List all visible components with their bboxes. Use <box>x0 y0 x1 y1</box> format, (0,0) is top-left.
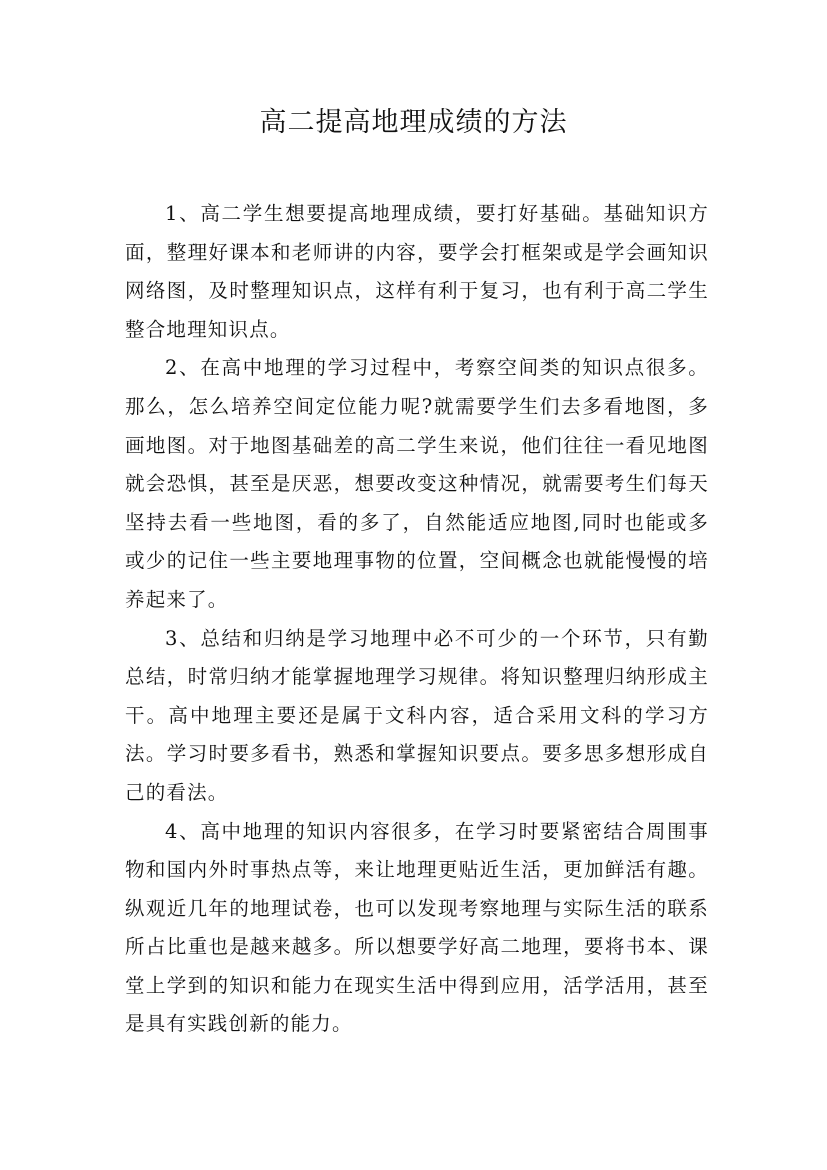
paragraph-3: 3、总结和归纳是学习地理中必不可少的一个环节，只有勤总结，时常归纳才能掌握地理学习规律。将知识整理归纳形成主干。高中地理主要还是属于文科内容，适合采用文科的学习方法。学习时要多看书，熟悉和掌握知识要点。要多思多想形成自己的看法。 <box>125 626 709 804</box>
paragraph-1: 1、高二学生想要提高地理成绩，要打好基础。基础知识方面，整理好课本和老师讲的内容，要学会打框架或是学会画知识网络图，及时整理知识点，这样有利于复习，也有利于高二学生整合地理知识点。 <box>125 202 709 341</box>
document-title: 高二提高地理成绩的方法 <box>259 107 568 138</box>
paragraph-2: 2、在高中地理的学习过程中，考察空间类的知识点很多。那么，怎么培养空间定位能力呢?就需要学生们去多看地图，多画地图。对于地图基础差的高二学生来说，他们往往一看见地图就会恐惧，甚至是厌恶，想要改变这种情况，就需要考生们每天坚持去看一些地图，看的多了，自然能适应地图,同时也能或多或少的记住一些主要地理事物的位置，空间概念也就能慢慢的培养起来了。 <box>125 356 709 611</box>
document-body <box>125 195 709 1044</box>
paragraph-4: 4、高中地理的知识内容很多，在学习时要紧密结合周围事物和国内外时事热点等，来让地理更贴近生活，更加鲜活有趣。纵观近几年的地理试卷，也可以发现考察地理与实际生活的联系所占比重也是越来越多。所以想要学好高二地理，要将书本、课堂上学到的知识和能力在现实生活中得到应用，活学活用，甚至是具有实践创新的能力。 <box>125 819 709 1036</box>
